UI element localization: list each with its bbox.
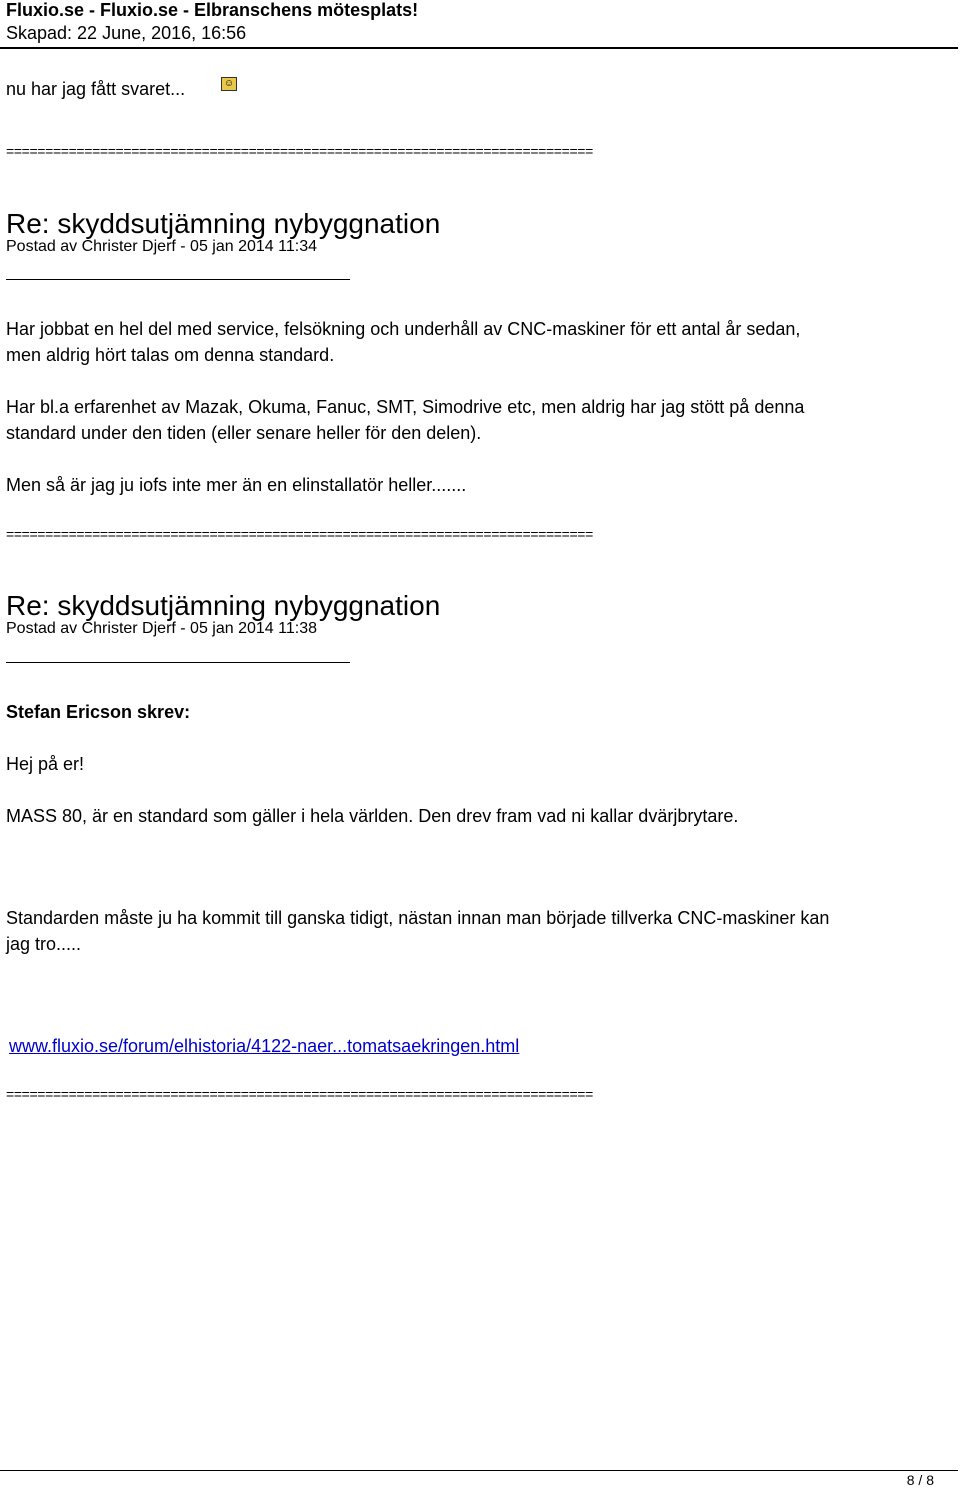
footer-divider <box>0 1470 958 1471</box>
separator: =========================================================================== <box>6 526 593 542</box>
post-paragraph: Men så är jag ju iofs inte mer än en elinstallatör heller....... <box>6 475 467 495</box>
post-paragraph: men aldrig hört talas om denna standard. <box>6 345 335 365</box>
quote-paragraph: jag tro..... <box>6 934 82 954</box>
separator: =========================================================================== <box>6 143 593 159</box>
post-meta: Postad av Christer Djerf - 05 jan 2014 11:34 <box>6 238 317 255</box>
separator: =========================================================================== <box>6 1086 593 1102</box>
quote-author: Stefan Ericson skrev: <box>6 702 191 722</box>
post-title: Re: skyddsutjämning nybyggnation <box>6 208 441 239</box>
forum-link[interactable]: www.fluxio.se/forum/elhistoria/4122-naer...tomatsaekringen.html <box>9 1036 520 1056</box>
quote-paragraph: MASS 80, är en standard som gäller i hela världen. Den drev fram vad ni kallar dvärjbrytare. <box>6 806 739 826</box>
site-title: Fluxio.se - Fluxio.se - Elbranschens mötesplats! <box>6 0 419 20</box>
post-paragraph: Har jobbat en hel del med service, felsökning och underhåll av CNC-maskiner för ett antal år sedan, <box>6 319 801 339</box>
post-paragraph: Har bl.a erfarenhet av Mazak, Okuma, Fanuc, SMT, Simodrive etc, men aldrig har jag stött på denna <box>6 397 805 417</box>
header-divider <box>0 47 958 49</box>
post-divider <box>6 279 350 280</box>
created-timestamp: Skapad: 22 June, 2016, 16:56 <box>6 23 247 43</box>
page-number: 8 / 8 <box>906 1472 934 1488</box>
intro-text: nu har jag fått svaret... <box>6 79 186 99</box>
post-divider <box>6 662 350 663</box>
post-title: Re: skyddsutjämning nybyggnation <box>6 590 441 621</box>
quote-paragraph: Hej på er! <box>6 754 85 774</box>
post-meta: Postad av Christer Djerf - 05 jan 2014 11:38 <box>6 620 317 637</box>
smiley-icon: ☺ <box>221 77 237 91</box>
post-paragraph: standard under den tiden (eller senare heller för den delen). <box>6 423 482 443</box>
quote-paragraph: Standarden måste ju ha kommit till ganska tidigt, nästan innan man började tillverka CNC-maskiner kan <box>6 908 830 928</box>
